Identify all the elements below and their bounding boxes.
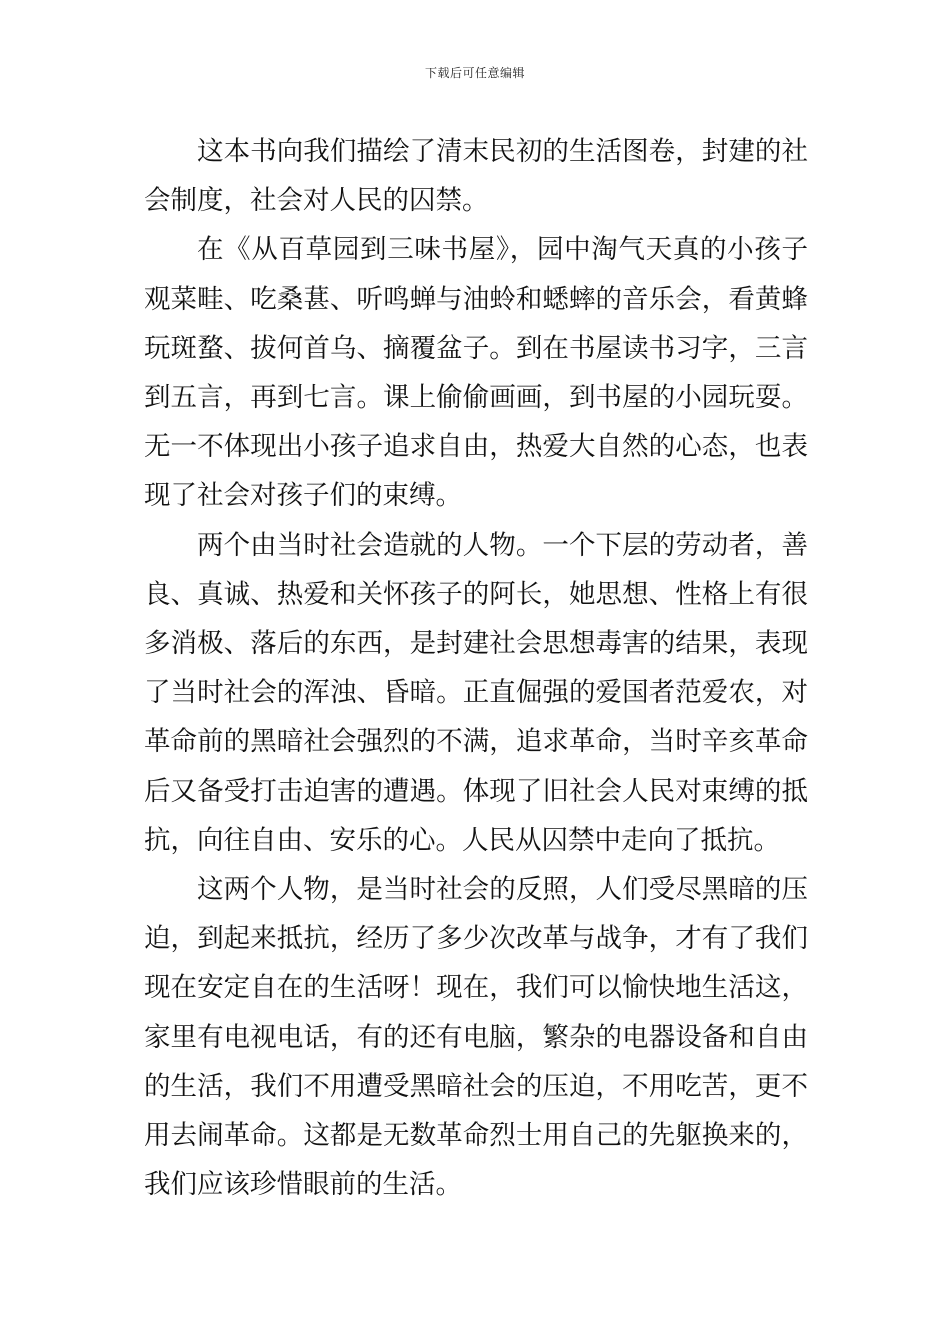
paragraph-4: 这两个人物，是当时社会的反照，人们受尽黑暗的压迫，到起来抵抗，经历了多少次改革与战争，才有了我们现在安定自在的生活呀！现在，我们可以愉快地生活这，家里有电视电话，有的还有电脑，繁杂的电器设备和自由的生活，我们不用遭受黑暗社会的压迫，不用吃苦，更不用去闹革命。这都是无数革命烈士用自己的先躯换来的，我们应该珍惜眼前的生活。: [144, 874, 808, 1201]
paragraph-2: 在《从百草园到三味书屋》，园中淘气天真的小孩子观菜畦、吃桑葚、听鸣蝉与油蛉和蟋蟀的音乐会，看黄蜂玩斑蝥、拔何首乌、摘覆盆子。到在书屋读书习字，三言到五言，再到七言。课上偷偷画画，到书屋的小园玩耍。无一不体现出小孩子追求自由，热爱大自然的心态，也表现了社会对孩子们的束缚。: [144, 234, 808, 512]
document-body: [144, 127, 808, 1209]
paragraph-1: 这本书向我们描绘了清末民初的生活图卷，封建的社会制度，社会对人民的囚禁。: [144, 136, 808, 217]
page-header-note: 下载后可任意编辑: [424, 66, 525, 80]
paragraph-3: 两个由当时社会造就的人物。一个下层的劳动者，善良、真诚、热爱和关怀孩子的阿长，她思想、性格上有很多消极、落后的东西，是封建社会思想毒害的结果，表现了当时社会的浑浊、昏暗。正直倔强的爱国者范爱农，对革命前的黑暗社会强烈的不满，追求革命，当时辛亥革命后又备受打击迫害的遭遇。体现了旧社会人民对束缚的抵抗，向往自由、安乐的心。人民从囚禁中走向了抵抗。: [144, 529, 808, 856]
